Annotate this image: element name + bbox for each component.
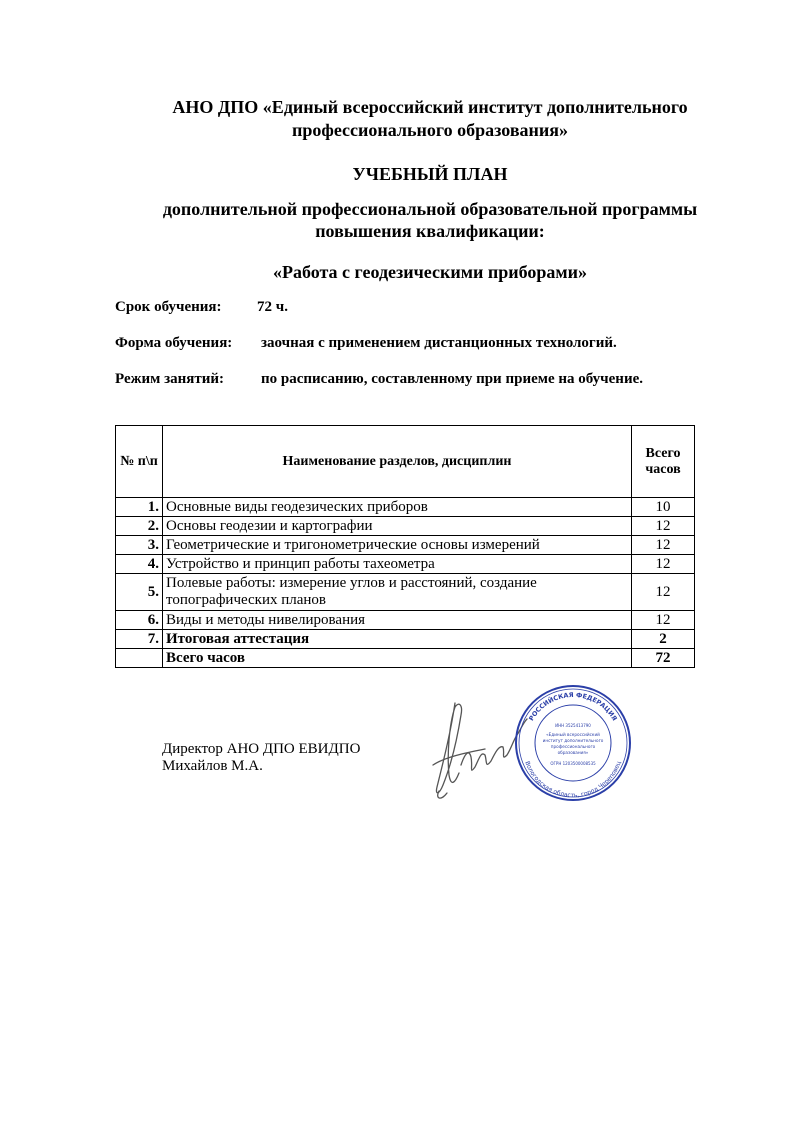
svg-text:ОГРН 1203500008535: ОГРН 1203500008535	[550, 761, 596, 766]
schedule-label: Режим занятий:	[115, 371, 225, 387]
duration-label: Срок обучения:	[115, 299, 222, 315]
header-hours: Всего часов	[632, 426, 695, 498]
table-row: 2. Основы геодезии и картографии 12	[116, 517, 695, 536]
svg-text:профессионального: профессионального	[550, 744, 596, 749]
table-total-row: Всего часов 72	[116, 649, 695, 668]
organization-name: АНО ДПО «Единый всероссийский институт дополнительного профессионального образования»	[172, 97, 688, 140]
svg-text:ИНН 3525413790: ИНН 3525413790	[555, 723, 591, 728]
svg-text:«Единый всероссийский: «Единый всероссийский	[546, 732, 600, 737]
svg-text:Вологодская область, город Чер: Вологодская область, город Череповец	[523, 760, 623, 800]
document-subtitle: дополнительной профессиональной образовательной программы повышения квалификации:	[162, 199, 698, 241]
document-title: УЧЕБНЫЙ ПЛАН	[352, 164, 508, 184]
duration-value: 72 ч.	[257, 299, 288, 315]
table-row: 6. Виды и методы нивелирования 12	[116, 611, 695, 630]
program-name: «Работа с геодезическими приборами»	[272, 262, 588, 282]
director-name: Михайлов М.А.	[162, 758, 263, 774]
schedule-value: по расписанию, составленному при приеме на обучение.	[261, 371, 643, 387]
table-row: 3. Геометрические и тригонометрические основы измерений 12	[116, 536, 695, 555]
form-value: заочная с применением дистанционных технологий.	[261, 335, 617, 351]
table-header-row	[116, 426, 695, 498]
header-num: № п\п	[116, 426, 163, 498]
table-row: 4. Устройство и принцип работы тахеометра 12	[116, 555, 695, 574]
table-row: 7. Итоговая аттестация 2	[116, 630, 695, 649]
curriculum-table	[115, 425, 695, 668]
director-position: Директор АНО ДПО ЕВИДПО	[162, 741, 361, 757]
svg-text:институт дополнительного: институт дополнительного	[542, 738, 604, 743]
director-block	[162, 741, 360, 775]
svg-text:образования»: образования»	[557, 750, 589, 755]
form-label: Форма обучения:	[115, 335, 233, 351]
header-name: Наименование разделов, дисциплин	[163, 426, 632, 498]
svg-text:РОССИЙСКАЯ ФЕДЕРАЦИЯ: РОССИЙСКАЯ ФЕДЕРАЦИЯ	[527, 690, 619, 723]
table-row: 5. Полевые работы: измерение углов и расстояний, создание топографических планов 12	[116, 574, 695, 611]
table-row: 1. Основные виды геодезических приборов 10	[116, 498, 695, 517]
organization-seal	[513, 683, 633, 803]
